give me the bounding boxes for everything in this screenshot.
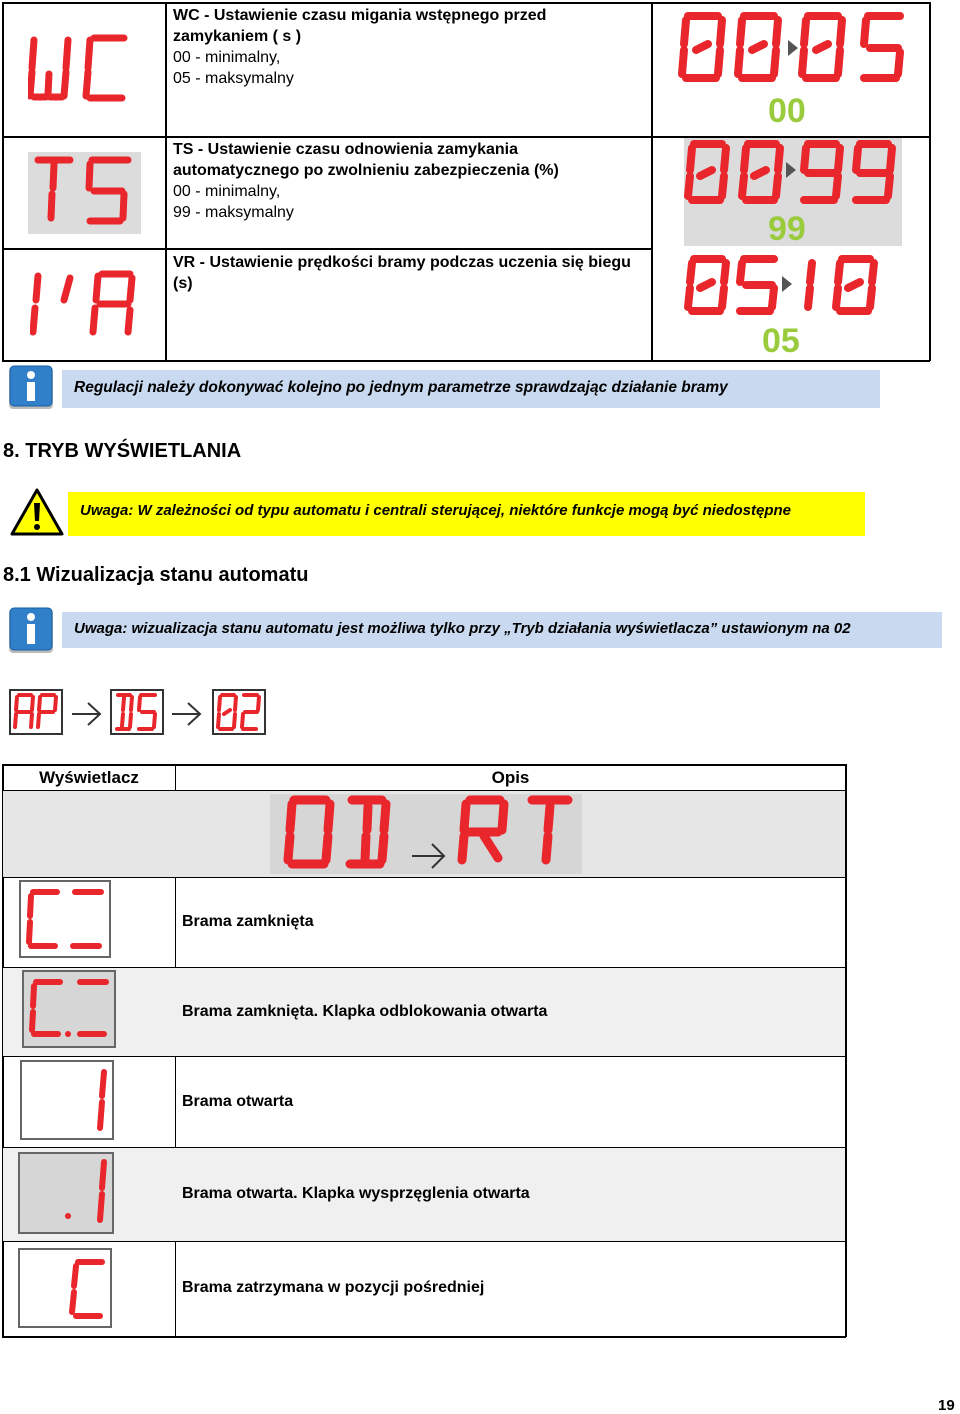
status-row-1-label: Brama zamknięta xyxy=(182,913,314,930)
vr-title: VR - Ustawienie prędkości bramy podczas uczenia się biegu (s) xyxy=(173,254,631,292)
table-border xyxy=(2,1241,846,1242)
arrow-right-icon xyxy=(170,700,204,733)
vr-code-display xyxy=(30,270,140,338)
table-border xyxy=(2,1056,846,1057)
section-8-heading: 8. TRYB WYŚWIETLANIA xyxy=(3,440,242,462)
status-row-2-label: Brama zamknięta. Klapka odblokowania otwarta xyxy=(182,1003,548,1020)
info-icon xyxy=(6,364,56,417)
wc-max: 05 - maksymalny xyxy=(173,70,294,87)
vr-value: 05 xyxy=(762,322,800,360)
table-border xyxy=(2,2,4,361)
display-c-dot-closed-flap xyxy=(22,970,116,1048)
column-header-description: Opis xyxy=(491,768,530,787)
sequence-step-ds-label xyxy=(112,691,113,692)
status-row-5-label: Brama zatrzymana w pozycji pośredniej xyxy=(182,1279,485,1296)
display-1-open xyxy=(20,1060,114,1140)
table-border xyxy=(175,877,176,1337)
page-number: 19 xyxy=(938,1397,955,1414)
table-border xyxy=(845,764,847,1337)
od-rt-display xyxy=(270,794,582,874)
table-border xyxy=(2,2,930,4)
sequence-step-ap xyxy=(9,689,63,735)
od-rt-display-label xyxy=(270,794,271,795)
table-border xyxy=(165,2,167,361)
sequence-step-ap-label xyxy=(11,691,12,692)
ts-max: 99 - maksymalny xyxy=(173,204,294,221)
ts-code-display xyxy=(34,156,134,226)
section-8-1-heading: 8.1 Wizualizacja stanu automatu xyxy=(3,564,309,586)
ts-min: 00 - minimalny, xyxy=(173,183,281,200)
table-border xyxy=(651,2,653,361)
display-c-closed xyxy=(19,880,111,958)
ts-value: 99 xyxy=(768,210,806,248)
wc-value-display xyxy=(678,10,910,84)
sequence-step-02-label xyxy=(214,691,215,692)
table-border xyxy=(2,248,652,250)
table-border xyxy=(2,1336,846,1338)
wc-code-display xyxy=(28,34,132,102)
ts-title: TS - Ustawienie czasu odnowienia zamykania automatycznego po zwolnieniu zabezpieczenia (%) xyxy=(173,141,559,179)
info-note-1: Regulacji należy dokonywać kolejno po jednym parametrze sprawdzając działanie bramy xyxy=(74,379,728,396)
wc-title: WC - Ustawienie czasu migania wstępnego przed zamykaniem ( s ) xyxy=(173,7,547,45)
ts-value-display xyxy=(684,138,902,208)
arrow-right-icon xyxy=(70,700,104,733)
sequence-step-ds xyxy=(110,689,164,735)
info-icon xyxy=(6,606,56,661)
column-header-display: Wyświetlacz xyxy=(39,768,139,787)
info-note-2: Uwaga: wizualizacja stanu automatu jest możliwa tylko przy „Tryb działania wyświetlacza” ustawionym na 02 xyxy=(74,620,851,637)
vr-value-display xyxy=(684,254,890,318)
status-row-3-label: Brama otwarta xyxy=(182,1093,294,1110)
sequence-step-02 xyxy=(212,689,266,735)
table-border xyxy=(2,877,846,878)
status-row-4-label: Brama otwarta. Klapka wysprzęglenia otwarta xyxy=(182,1185,530,1202)
table-border xyxy=(929,2,931,361)
display-c-stopped xyxy=(18,1248,112,1328)
display-dot-1-open-flap xyxy=(18,1152,114,1234)
warning-note: Uwaga: W zależności od typu automatu i centrali sterującej, niektóre funkcje mogą być niedostępne xyxy=(80,502,791,519)
wc-value: 00 xyxy=(768,92,806,130)
wc-min: 00 - minimalny, xyxy=(173,49,281,66)
warning-icon xyxy=(9,487,65,542)
